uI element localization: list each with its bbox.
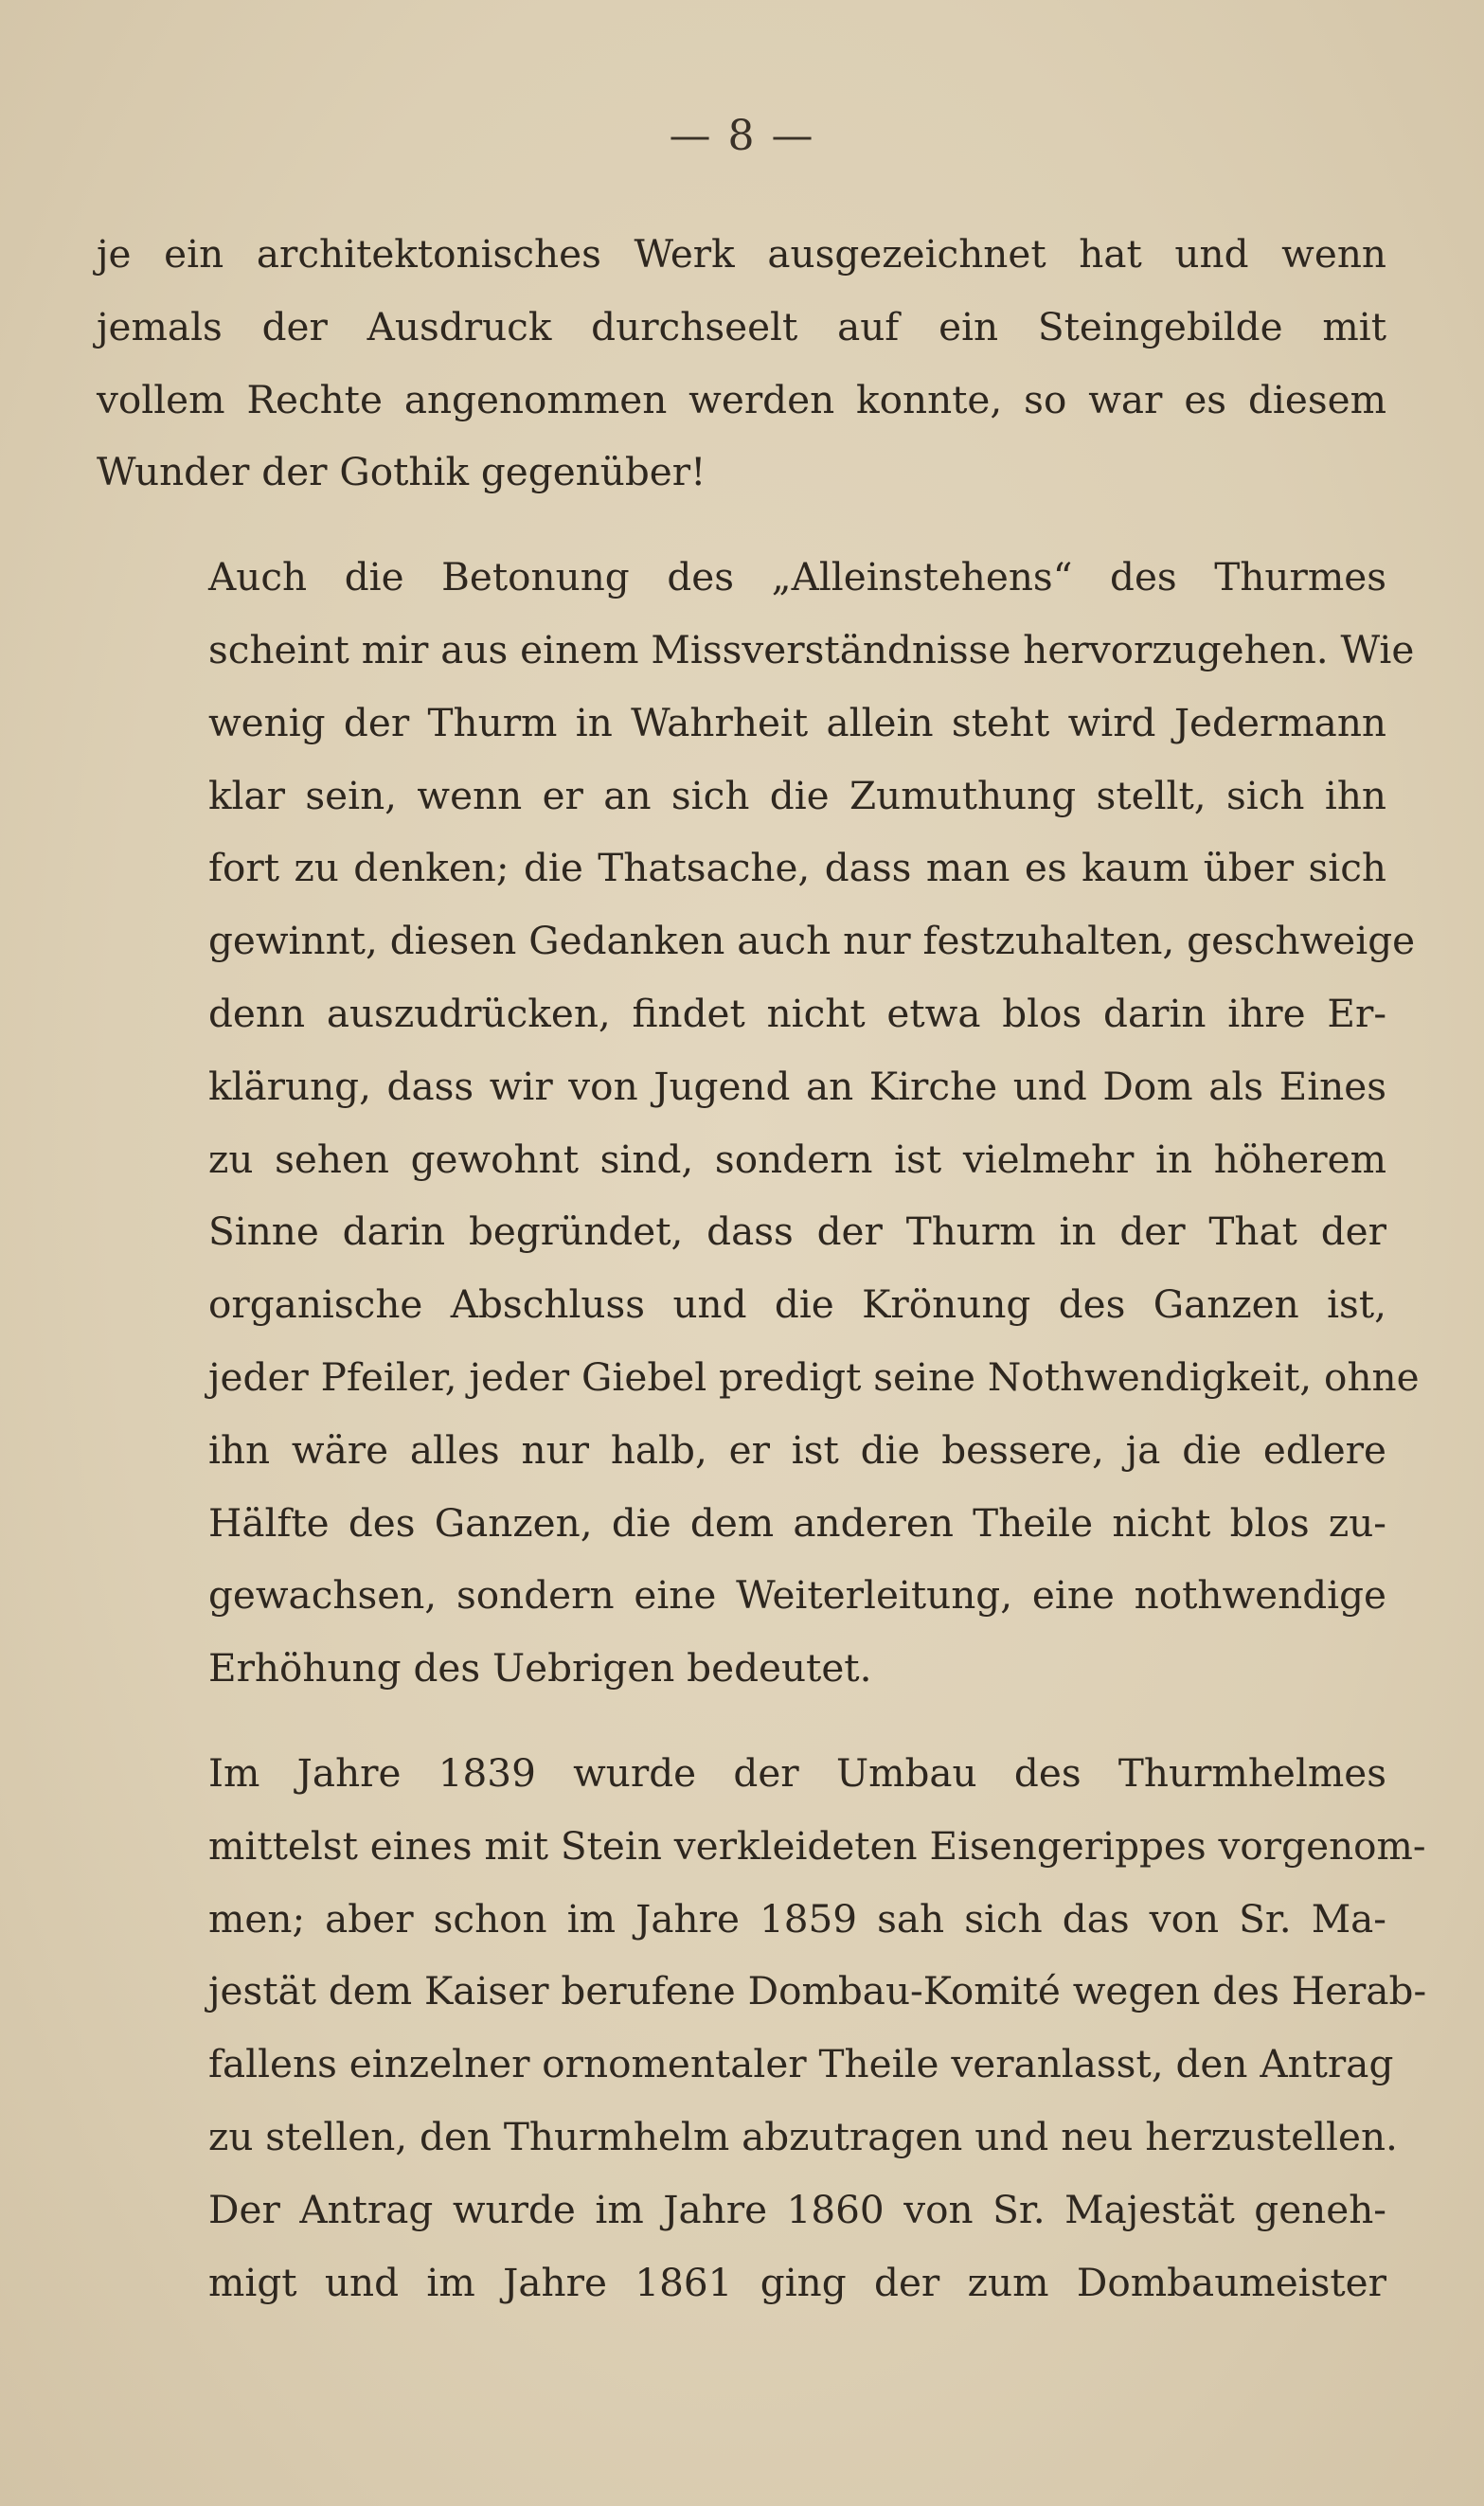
text-line: jestät dem Kaiser berufene Dombau-Komité wegen des Herab-	[208, 1968, 1427, 2014]
text-line: men; aber schon im Jahre 1859 sah sich das von Sr. Ma-	[208, 1895, 1386, 1942]
text-line: scheint mir aus einem Missverständnisse hervorzugehen. Wie	[208, 626, 1415, 672]
text-line: organische Abschluss und die Krönung des Ganzen ist,	[208, 1281, 1386, 1328]
text-line: mittelst eines mit Stein verkleideten Eisengerippes vorgenom-	[208, 1822, 1426, 1869]
text-line: denn auszudrücken, findet nicht etwa blos darin ihre Er-	[208, 990, 1386, 1036]
text-line: wenig der Thurm in Wahrheit allein steht wird Jedermann	[208, 699, 1386, 745]
text-line: Wunder der Gothik gegenüber!	[97, 449, 706, 495]
text-line: je ein architektonisches Werk ausgezeichnet hat und wenn	[97, 231, 1386, 277]
paragraph-1	[97, 218, 1386, 509]
page-number: — 8 —	[669, 112, 815, 160]
text-line: jemals der Ausdruck durchseelt auf ein Steingebilde mit	[97, 303, 1386, 349]
text-line: vollem Rechte angenommen werden konnte, so war es diesem	[97, 376, 1386, 422]
paragraph-3	[97, 1737, 1427, 2318]
text-line: jeder Pfeiler, jeder Giebel predigt seine Nothwendigkeit, ohne	[208, 1353, 1420, 1400]
text-line: gewachsen, sondern eine Weiterleitung, eine nothwendige	[208, 1572, 1386, 1619]
text-line: zu sehen gewohnt sind, sondern ist vielmehr in höherem	[208, 1136, 1386, 1182]
text-line: gewinnt, diesen Gedanken auch nur festzuhalten, geschweige	[208, 918, 1416, 964]
text-line: Sinne darin begründet, dass der Thurm in der That der	[208, 1208, 1386, 1255]
text-line: ihn wäre alles nur halb, er ist die bessere, ja die edlere	[208, 1426, 1386, 1473]
text-line: fallens einzelner ornomentaler Theile veranlasst, den Antrag	[208, 2041, 1394, 2087]
text-line: Hälfte des Ganzen, die dem anderen Theile nicht blos zu-	[208, 1499, 1386, 1546]
body-text	[97, 218, 1427, 2318]
paragraph-2	[97, 541, 1420, 1705]
text-line: Der Antrag wurde im Jahre 1860 von Sr. Majestät geneh-	[208, 2186, 1386, 2232]
text-line: klärung, dass wir von Jugend an Kirche und Dom als Eines	[208, 1063, 1386, 1109]
text-line: klar sein, wenn er an sich die Zumuthung stellt, sich ihn	[208, 772, 1386, 818]
text-line: fort zu denken; die Thatsache, dass man es kaum über sich	[208, 845, 1386, 891]
text-line: Erhöhung des Uebrigen bedeutet.	[208, 1645, 872, 1692]
text-line: migt und im Jahre 1861 ging der zum Dombaumeister	[208, 2259, 1386, 2305]
text-line: Auch die Betonung des „Alleinstehens“ des Thurmes	[208, 554, 1386, 600]
text-line: Im Jahre 1839 wurde der Umbau des Thurmhelmes	[208, 1749, 1386, 1796]
text-line: zu stellen, den Thurmhelm abzutragen und neu herzustellen.	[208, 2113, 1398, 2159]
